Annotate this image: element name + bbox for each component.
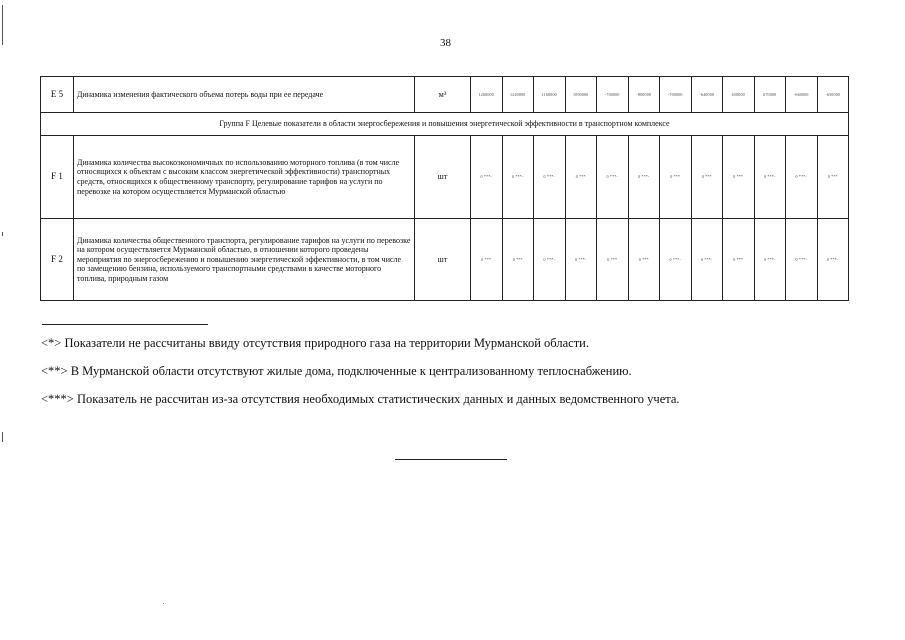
value-cell: -660000 xyxy=(786,77,818,113)
value-cell: -650000 xyxy=(817,77,849,113)
value-cell: 0 *** xyxy=(817,136,849,219)
value-cell: 0 ***- xyxy=(817,219,849,301)
page-number: 38 xyxy=(440,37,451,49)
value-cell: 1260000 xyxy=(471,77,503,113)
value-cell: 0 ***- xyxy=(786,136,818,219)
value-cell: -700000 xyxy=(597,77,629,113)
value-cell: 0 ***- xyxy=(660,219,692,301)
value-cell: 0 ***- xyxy=(754,136,786,219)
value-cell: 0 ***- xyxy=(597,136,629,219)
row-code: F 1 xyxy=(41,136,74,219)
row-description: Динамика изменения фактического объема потерь воды при ее передаче xyxy=(74,77,415,113)
row-code: E 5 xyxy=(41,77,74,113)
value-cell: -700000 xyxy=(660,77,692,113)
value-cell: 0 ***- xyxy=(502,136,534,219)
margin-mark xyxy=(2,232,3,236)
value-cell: 0 ***- xyxy=(754,219,786,301)
row-unit: шт xyxy=(415,219,471,301)
row-description: Динамика количества высокоэкономичных по использованию моторного топлива (в том числе относящихся к объектам с высоким классом энергетической эффективности) транспортных средств, относящихся к общественному транспорту, регулирование тарифов на услуги по перевозке на котором осуществляется Мурманской областью xyxy=(74,136,415,219)
margin-mark xyxy=(2,5,3,45)
value-cell: 0 *** xyxy=(471,219,503,301)
table-row xyxy=(41,136,849,219)
value-cell: 0 ***- xyxy=(534,136,566,219)
value-cell: -640000 xyxy=(691,77,723,113)
value-cell: 0 *** xyxy=(691,136,723,219)
value-cell: -800000 xyxy=(628,77,660,113)
end-separator xyxy=(395,459,507,460)
value-cell: 0 ***- xyxy=(471,136,503,219)
value-cell: 0 *** xyxy=(597,219,629,301)
value-cell: 0 *** xyxy=(628,219,660,301)
footnote-separator xyxy=(42,324,208,325)
footnote: <***> Показатель не рассчитан из-за отсутствия необходимых статистических данных и данных ведомственного учета. xyxy=(41,392,680,406)
table-row xyxy=(41,77,849,113)
value-cell: 0 *** xyxy=(502,219,534,301)
value-cell: 1240000 xyxy=(502,77,534,113)
value-cell: 670000 xyxy=(754,77,786,113)
value-cell: 0 *** xyxy=(723,136,755,219)
row-description: Динамика количества общественного транспорта, регулирование тарифов на услуги по перевозке на котором осуществляется Мурманской областью, в отношении которого проведены мероприятия по энергосбережению и повышению энергетической эффективности, в том числе по замещению бензина, используемого транспортными средствами в качестве моторного топлива, природным газом xyxy=(74,219,415,301)
value-cell: 0 ***- xyxy=(565,219,597,301)
group-header-row xyxy=(41,113,849,136)
value-cell: 0 ***- xyxy=(628,136,660,219)
value-cell: 0 ***- xyxy=(534,219,566,301)
row-code: F 2 xyxy=(41,219,74,301)
table-row xyxy=(41,219,849,301)
footnote: <*> Показатели не рассчитаны ввиду отсутствия природного газа на территории Мурманской области. xyxy=(41,336,589,350)
group-label: Группа F Целевые показатели в области энергосбережения и повышения энергетической эффективности в транспортном комплексе xyxy=(41,113,849,136)
row-unit: шт xyxy=(415,136,471,219)
value-cell: 650000 xyxy=(723,77,755,113)
value-cell: 0 *** xyxy=(660,136,692,219)
row-unit: м³ xyxy=(415,77,471,113)
scan-speck xyxy=(163,603,164,604)
indicators-table xyxy=(40,76,849,301)
value-cell: 0 *** xyxy=(565,136,597,219)
margin-mark xyxy=(2,432,3,442)
value-cell: 0 ***- xyxy=(691,219,723,301)
value-cell: 1090000 xyxy=(565,77,597,113)
value-cell: 1160000 xyxy=(534,77,566,113)
footnote: <**> В Мурманской области отсутствуют жилые дома, подключенные к централизованному теплоснабжению. xyxy=(41,364,632,378)
value-cell: 0 *** xyxy=(723,219,755,301)
value-cell: 0 ***- xyxy=(786,219,818,301)
